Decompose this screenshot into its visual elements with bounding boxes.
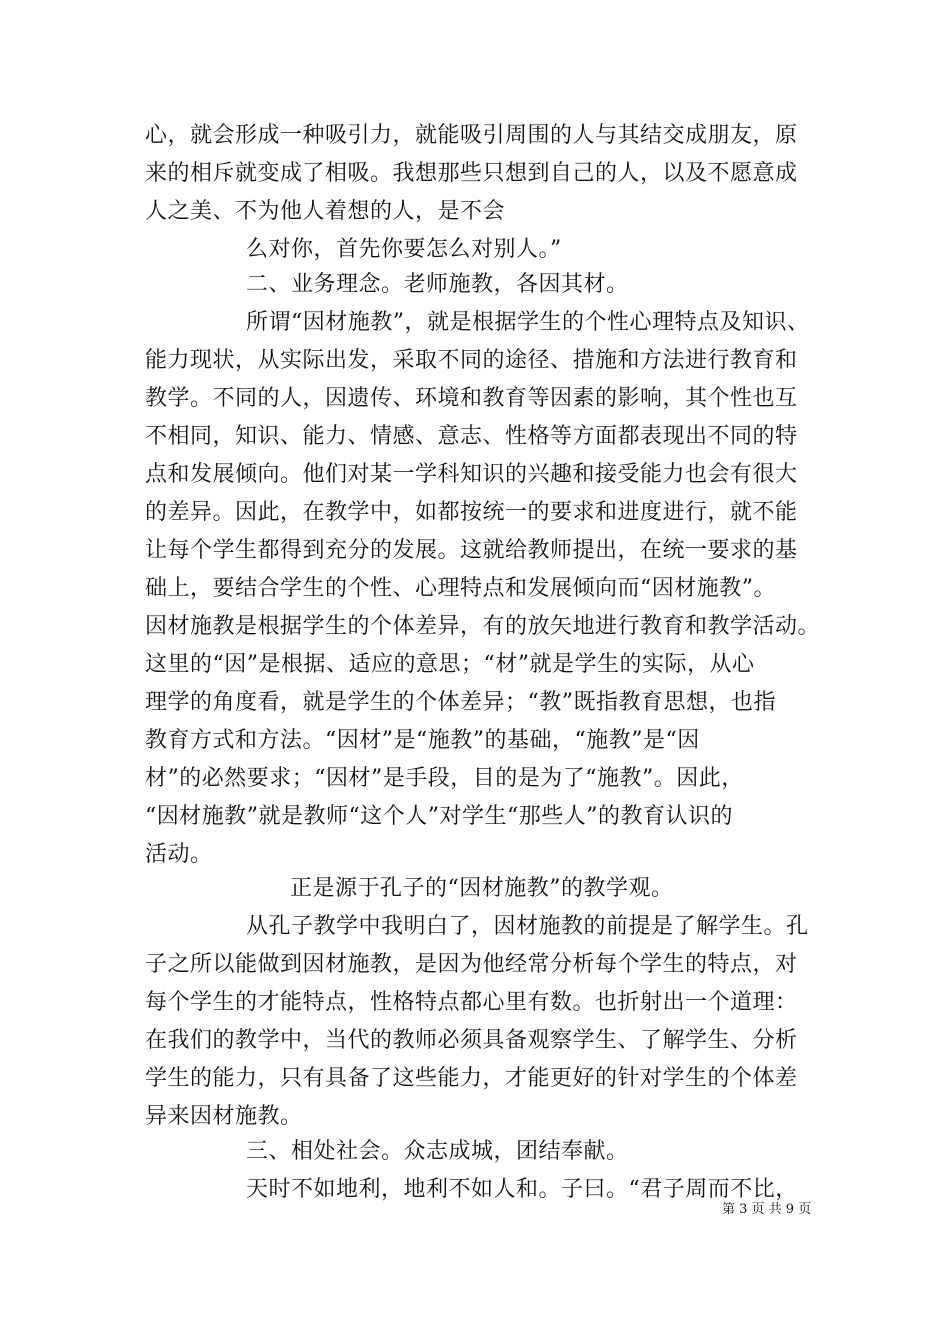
- text-line: 学生的能力，只有具备了这些能力，才能更好的针对学生的个体差: [145, 1066, 798, 1091]
- page-number-footer: 第 3 页 共 9 页: [722, 1202, 812, 1217]
- section-heading: 二、业务理念。老师施教，各因其材。: [246, 272, 629, 297]
- text-line: 来的相斥就变成了相吸。我想那些只想到自己的人，以及不愿意成: [145, 161, 798, 186]
- text-line: 础上，要结合学生的个性、心理特点和发展倾向而“因材施教”。: [145, 576, 776, 601]
- text-line: 点和发展倾向。他们对某一学科知识的兴趣和接受能力也会有很大: [145, 462, 798, 487]
- text-line: 因材施教是根据学生的个体差异，有的放矢地进行教育和教学活动。: [145, 614, 821, 639]
- text-line: 理学的角度看，就是学生的个体差异；“教”既指教育思想，也指: [145, 690, 776, 715]
- text-line: 活动。: [145, 842, 213, 867]
- text-line: 不相同，知识、能力、情感、意志、性格等方面都表现出不同的特: [145, 424, 798, 449]
- section-heading: 三、相处社会。众志成城，团结奉献。: [246, 1139, 629, 1164]
- text-line: “因材施教”就是教师“这个人”对学生“那些人”的教育认识的: [145, 804, 733, 829]
- text-line: 的差异。因此，在教学中，如都按统一的要求和进度进行，就不能: [145, 500, 798, 525]
- text-line: 让每个学生都得到充分的发展。这就给教师提出，在统一要求的基: [145, 538, 798, 563]
- text-line: 从孔子教学中我明白了，因材施教的前提是了解学生。孔: [246, 914, 809, 939]
- text-line: 教育方式和方法。“因材”是“施教”的基础，“施教”是“因: [145, 728, 700, 753]
- text-line: 在我们的教学中，当代的教师必须具备观察学生、了解学生、分析: [145, 1028, 798, 1053]
- text-line: 子之所以能做到因材施教，是因为他经常分析每个学生的特点，对: [145, 952, 798, 977]
- text-line: 天时不如地利，地利不如人和。子曰。“君子周而不比，: [246, 1177, 798, 1202]
- text-line: 能力现状，从实际出发，采取不同的途径、措施和方法进行教育和: [145, 348, 798, 373]
- text-line: 心，就会形成一种吸引力，就能吸引周围的人与其结交成朋友，原: [145, 123, 798, 148]
- text-line: 每个学生的才能特点，性格特点都心里有数。也折射出一个道理：: [145, 990, 798, 1015]
- text-line: 异来因材施教。: [145, 1104, 303, 1129]
- text-line: 材”的必然要求；“因材”是手段，目的是为了“施教”。因此，: [145, 766, 744, 791]
- text-line: 么对你，首先你要怎么对别人。”: [246, 237, 562, 262]
- text-line: 正是源于孔子的“因材施教”的教学观。: [290, 876, 674, 901]
- text-line: 所谓“因材施教”，就是根据学生的个性心理特点及知识、: [246, 310, 810, 335]
- text-line: 人之美、不为他人着想的人，是不会: [145, 199, 506, 224]
- text-line: 教学。不同的人，因遗传、环境和教育等因素的影响，其个性也互: [145, 386, 798, 411]
- text-line: 这里的“因”是根据、适应的意思；“材”就是学生的实际，从心: [145, 652, 755, 677]
